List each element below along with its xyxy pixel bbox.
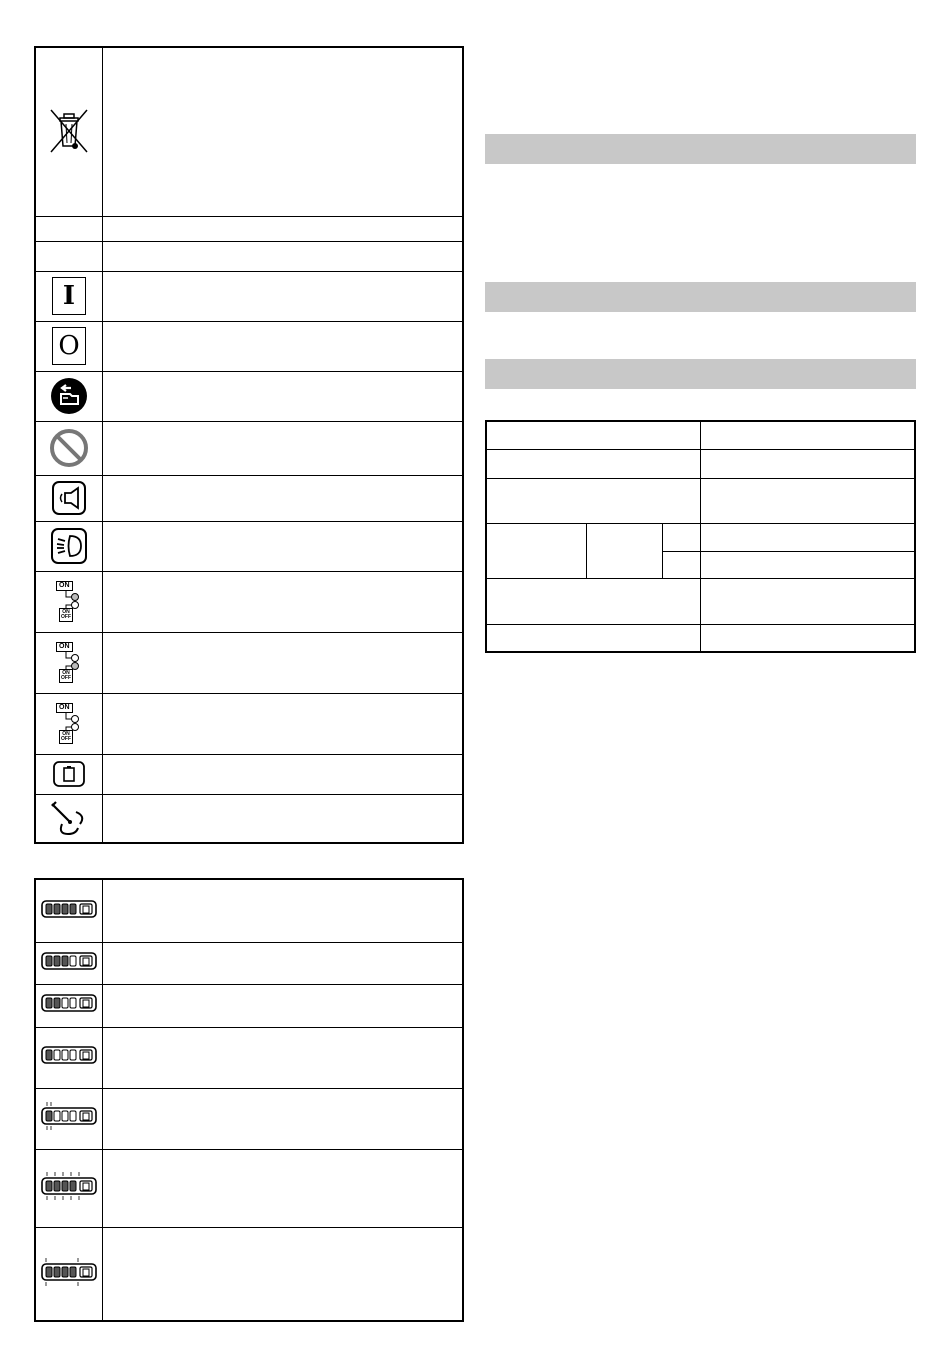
- horn-button-icon: [51, 480, 87, 516]
- icon-cell: [36, 754, 103, 794]
- on-off-label-on: ON: [62, 669, 70, 676]
- battery-segment: [46, 956, 52, 966]
- table-row: [36, 1149, 462, 1228]
- spec-label: [487, 625, 700, 652]
- spec-sublabel: [663, 552, 700, 578]
- battery-segment: [62, 1181, 68, 1191]
- icon-cell: [36, 241, 103, 271]
- table-row: [36, 632, 462, 694]
- power-off-symbol-icon: [52, 327, 86, 365]
- on-off-label: [59, 669, 73, 683]
- battery-segment: [62, 1050, 68, 1060]
- icon-cell: [36, 794, 103, 842]
- battery-segment: [70, 904, 76, 914]
- icon-cell: [36, 632, 103, 693]
- battery-segment: [46, 1181, 52, 1191]
- table-row: [36, 521, 462, 572]
- table-row: [36, 1227, 462, 1322]
- spec-label: [487, 524, 586, 578]
- battery-gauge: [40, 1101, 98, 1131]
- battery-segment: [54, 1050, 60, 1060]
- battery-segment: [62, 998, 68, 1008]
- battery-segment: [62, 904, 68, 914]
- spec-sublabel: [663, 524, 700, 551]
- spec-value: [701, 479, 914, 523]
- icon-cell: [36, 942, 103, 984]
- table-row: [36, 371, 462, 422]
- table-row: [36, 942, 462, 985]
- icon-cell: [36, 880, 103, 942]
- table-row: [36, 571, 462, 633]
- headlight-button-icon: [50, 527, 88, 565]
- table-row: [36, 48, 462, 217]
- battery-symbol: [83, 1000, 89, 1007]
- icon-cell: [36, 1227, 103, 1322]
- icon-cell: [36, 984, 103, 1027]
- icon-cell: [36, 1088, 103, 1149]
- spec-label: [487, 579, 700, 624]
- on-off-label-off: OFF: [61, 613, 71, 620]
- battery-level-2-icon: [40, 988, 98, 1023]
- prohibited-icon: [49, 428, 89, 468]
- on-off-label-on: ON: [62, 730, 70, 737]
- glyph-o: O: [58, 331, 80, 361]
- on-label: ON: [56, 581, 73, 591]
- on-label: ON: [56, 642, 73, 652]
- icon-cell: [36, 216, 103, 241]
- battery-symbol: [83, 1183, 89, 1190]
- icon-cell: [36, 521, 103, 571]
- battery-gauge: [40, 894, 98, 924]
- spec-sublabel: [587, 524, 662, 578]
- battery-level-3-icon: [40, 946, 98, 981]
- battery-level-1-blinking-icon: [40, 1101, 98, 1136]
- on-off-label-on: ON: [62, 608, 70, 615]
- glyph-i: I: [62, 281, 76, 311]
- table-row: [36, 321, 462, 372]
- battery-gauge: [40, 988, 98, 1018]
- spec-value: [701, 422, 914, 449]
- battery-segment: [70, 1267, 76, 1277]
- table-row: [36, 421, 462, 476]
- battery-gauge: [40, 946, 98, 976]
- crossed-out-wheelie-bin-icon: [47, 108, 91, 156]
- spec-label: [487, 450, 700, 478]
- table-row: [36, 754, 462, 795]
- icon-cell: [36, 475, 103, 521]
- battery-segment: [46, 1111, 52, 1121]
- battery-segment: [62, 1111, 68, 1121]
- battery-segment: [54, 1181, 60, 1191]
- section-heading-bar: [485, 282, 916, 312]
- battery-segment: [70, 1111, 76, 1121]
- spec-label: [487, 422, 700, 449]
- on-off-label-off: OFF: [61, 735, 71, 742]
- table-row: [36, 984, 462, 1028]
- on-off-label: [59, 730, 73, 744]
- table-row: [36, 880, 462, 943]
- table-row: [36, 216, 462, 242]
- battery-level-table: [34, 878, 464, 1322]
- battery-gauge: [40, 1171, 98, 1201]
- table-row: [36, 1027, 462, 1089]
- battery-all-blinking-icon: [40, 1171, 98, 1206]
- battery-gauge: [40, 1257, 98, 1287]
- on-off-label: [59, 608, 73, 622]
- battery-segment: [54, 998, 60, 1008]
- battery-level-4-icon: [40, 894, 98, 929]
- battery-segment: [54, 1111, 60, 1121]
- battery-segment: [46, 1050, 52, 1060]
- wiper-icon: [48, 798, 90, 838]
- icon-cell: [36, 271, 103, 321]
- battery-symbol: [83, 1052, 89, 1059]
- specifications-table: [485, 420, 916, 653]
- battery-segment: [54, 1267, 60, 1277]
- on-off-indicator-icon: [56, 703, 82, 745]
- power-on-symbol-icon: [52, 277, 86, 315]
- table-row: [36, 794, 462, 842]
- battery-gauge: [40, 1040, 98, 1070]
- battery-segment: [54, 956, 60, 966]
- on-off-indicator-icon: [56, 581, 82, 623]
- spec-label: [487, 479, 700, 523]
- battery-segment: [46, 904, 52, 914]
- battery-symbol: [83, 1113, 89, 1120]
- battery-symbol: [83, 1269, 89, 1276]
- battery-segment: [62, 956, 68, 966]
- battery-segment: [70, 1181, 76, 1191]
- section-heading-bar: [485, 359, 916, 389]
- battery-segment: [46, 998, 52, 1008]
- icon-cell: [36, 1149, 103, 1227]
- battery-icon: [52, 760, 86, 788]
- icon-cell: [36, 48, 103, 216]
- battery-alternating-blinking-icon: [40, 1257, 98, 1292]
- icon-cell: [36, 371, 103, 421]
- symbols-table: [34, 46, 464, 844]
- on-label: ON: [56, 703, 73, 713]
- battery-symbol: [83, 906, 89, 913]
- table-row: [36, 271, 462, 322]
- battery-segment: [54, 904, 60, 914]
- spec-value: [701, 552, 914, 578]
- battery-segment: [70, 956, 76, 966]
- battery-segment: [62, 1267, 68, 1277]
- icon-cell: [36, 321, 103, 371]
- battery-segment: [46, 1267, 52, 1277]
- icon-cell: [36, 571, 103, 632]
- spec-value: [701, 579, 914, 624]
- on-off-label-off: OFF: [61, 674, 71, 681]
- section-heading-bar: [485, 134, 916, 164]
- battery-segment: [70, 998, 76, 1008]
- on-off-indicator-icon: [56, 642, 82, 684]
- table-row: [36, 693, 462, 755]
- icon-cell: [36, 421, 103, 475]
- spec-value: [701, 524, 914, 551]
- spec-value: [701, 450, 914, 478]
- table-row: [36, 1088, 462, 1150]
- battery-symbol: [83, 958, 89, 965]
- spec-value: [701, 625, 914, 652]
- table-row: [36, 475, 462, 522]
- icon-cell: [36, 693, 103, 754]
- manual-reference-icon: [50, 377, 88, 415]
- icon-cell: [36, 1027, 103, 1088]
- battery-segment: [70, 1050, 76, 1060]
- battery-level-1-icon: [40, 1040, 98, 1075]
- table-row: [36, 241, 462, 272]
